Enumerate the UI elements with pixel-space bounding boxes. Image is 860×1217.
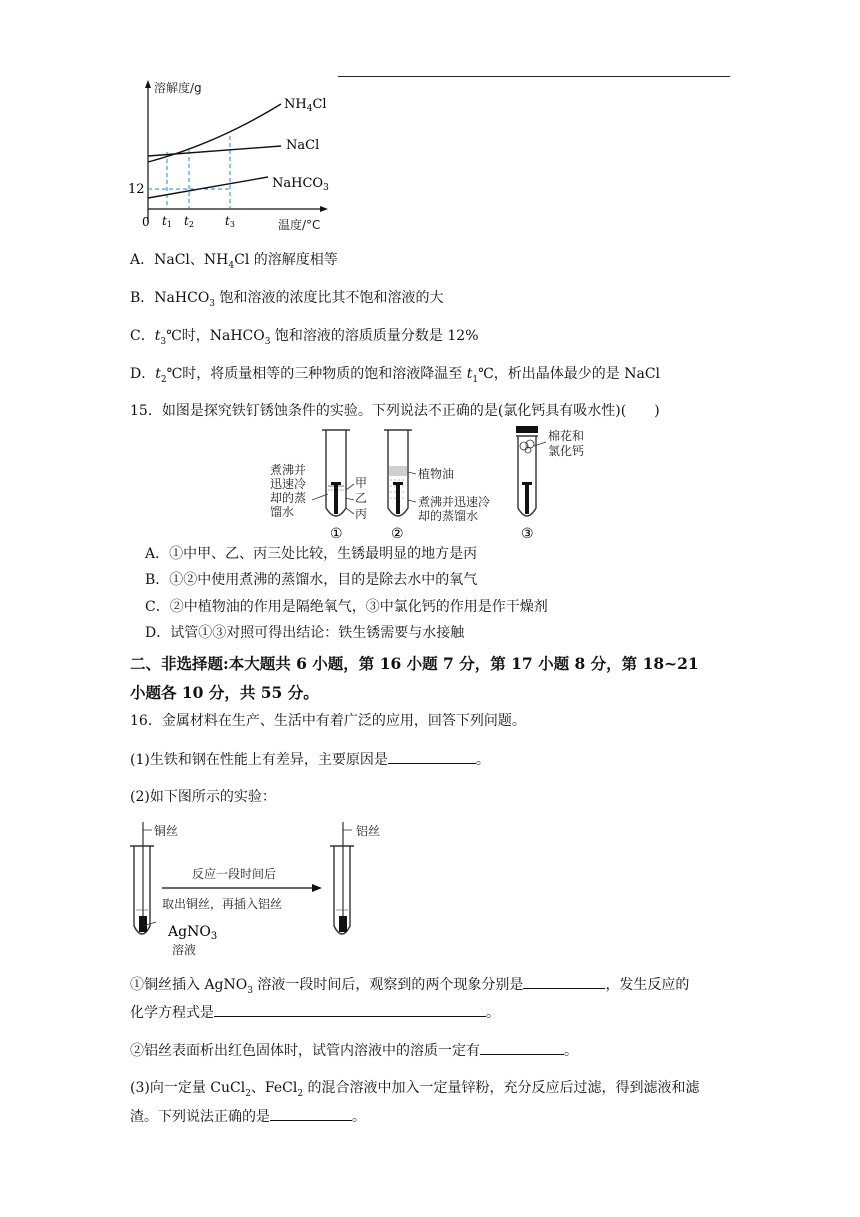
origin-label: 0 [142,215,150,229]
q16-part5b: 渣。下列说法正确的是 。 [130,1106,366,1127]
tube3-label-2: 氯化钙 [548,444,585,458]
answer-blank[interactable] [214,1002,486,1017]
x-axis-label: 温度/°C [278,218,321,232]
tube1-marker-jia: 甲 [355,476,368,490]
option-letter: A． [130,252,155,268]
q14-option-d: D．$t_2℃$时，将质量相等的三种物质的饱和溶液降温至 $t_1℃$，析出晶体最少的是 NaCl [130,366,661,385]
option-letter: C． [130,328,155,344]
tube2-oil-label: 植物油 [418,467,455,481]
series-label-nacl: NaCl [286,138,320,153]
q16-part2: (2)如下图所示的实验： [130,789,276,805]
q15-option-d: D．试管①③对照可得出结论：铁生锈需要与水接触 [145,625,465,641]
tube1-marker-bing: 丙 [355,507,368,521]
tube1-label-4: 馏水 [270,505,295,519]
tube3-label-1: 棉花和 [548,429,585,443]
option-letter: D． [130,366,156,382]
x-tick-t3: t3 [225,214,235,229]
q16-part4: ②铝丝表面析出红色固体时，试管内溶液中的溶质一定有 。 [130,1040,578,1061]
option-letter: B． [130,290,155,306]
q15-stem: 15．如图是探究铁钉锈蚀条件的实验。下列说法不正确的是(氯化钙具有吸水性)( ) [130,403,660,419]
solution-label-2: 溶液 [172,943,197,957]
solubility-chart [126,74,356,234]
arrow-top-label: 反应一段时间后 [192,867,277,881]
answer-blank[interactable] [480,1040,564,1055]
solution-label-1: AgNO$_3$ [168,924,218,942]
q16-part5a: (3)向一定量 CuCl$_2$、FeCl$_2$ 的混合溶液中加入一定量锌粉，充分反应后过滤，得到滤液和滤 [130,1080,700,1099]
right-wire-label: 铝丝 [356,824,381,838]
header-rule [338,76,730,77]
answer-blank[interactable] [388,749,476,764]
x-tick-t1: t1 [162,214,172,229]
q16-part3a: ①铜丝插入 AgNO$_3$ 溶液一段时间后，观察到的两个现象分别是 ，发生反应的 [130,974,689,1001]
tube2-water-label-1: 煮沸并迅速冷 [418,495,491,509]
tube-number-1: ① [330,526,343,542]
q15-option-c: C．②中植物油的作用是隔绝氧气，③中氯化钙的作用是作干燥剂 [145,599,548,615]
y-axis-label: 溶解度/g [154,81,202,95]
nahco3-curve [148,177,268,198]
nacl-curve [148,146,281,156]
nh4cl-curve [148,104,281,162]
tube2-water-label-2: 却的蒸馏水 [418,509,479,523]
silver-nitrate-figure [128,818,408,960]
rust-experiment-figure [262,424,622,542]
answer-blank[interactable] [270,1106,352,1121]
tube1-marker-yi: 乙 [355,491,368,505]
tube-number-3: ③ [521,526,534,542]
answer-blank[interactable] [523,974,605,989]
left-wire-label: 铜丝 [154,824,179,838]
q15-option-b: B．①②中使用煮沸的蒸馏水，目的是除去水中的氧气 [145,572,478,588]
tube1-label-2: 迅速冷 [270,477,307,491]
tube1-label-3: 却的蒸 [270,491,307,505]
x-tick-t2: t2 [184,214,194,229]
q15-option-a: A．①中甲、乙、丙三处比较，生锈最明显的地方是丙 [145,546,478,562]
q14-option-b: B．NaHCO$_3$ 饱和溶液的浓度比其不饱和溶液的大 [130,290,444,309]
y-tick-label: 12 [128,182,145,197]
tube-number-2: ② [391,526,404,542]
section2-heading-line2: 小题各 10 分，共 55 分。 [130,683,319,702]
series-label-nh4cl: $NH_4Cl$ [284,97,327,114]
series-label-nahco3: NaHCO$_3$ [272,176,329,193]
q14-option-c: C．$t_3℃$时，NaHCO$_3$ 饱和溶液的溶质质量分数是 12% [130,328,479,347]
q16-part1: (1)生铁和钢在性能上有差异，主要原因是 。 [130,749,490,770]
tube1-label-1: 煮沸并 [270,463,307,477]
q16-part3b: 化学方程式是 。 [130,1002,500,1023]
q14-option-a: A．NaCl、$NH_4Cl$ 的溶解度相等 [130,252,338,271]
arrow-bottom-label: 取出铜丝，再插入铝丝 [162,897,283,911]
q16-stem: 16．金属材料在生产、生活中有着广泛的应用，回答下列问题。 [130,713,526,729]
section2-heading-line1: 二、非选择题:本大题共 6 小题，第 16 小题 7 分，第 17 小题 8 分，第 18~21 [130,654,699,673]
